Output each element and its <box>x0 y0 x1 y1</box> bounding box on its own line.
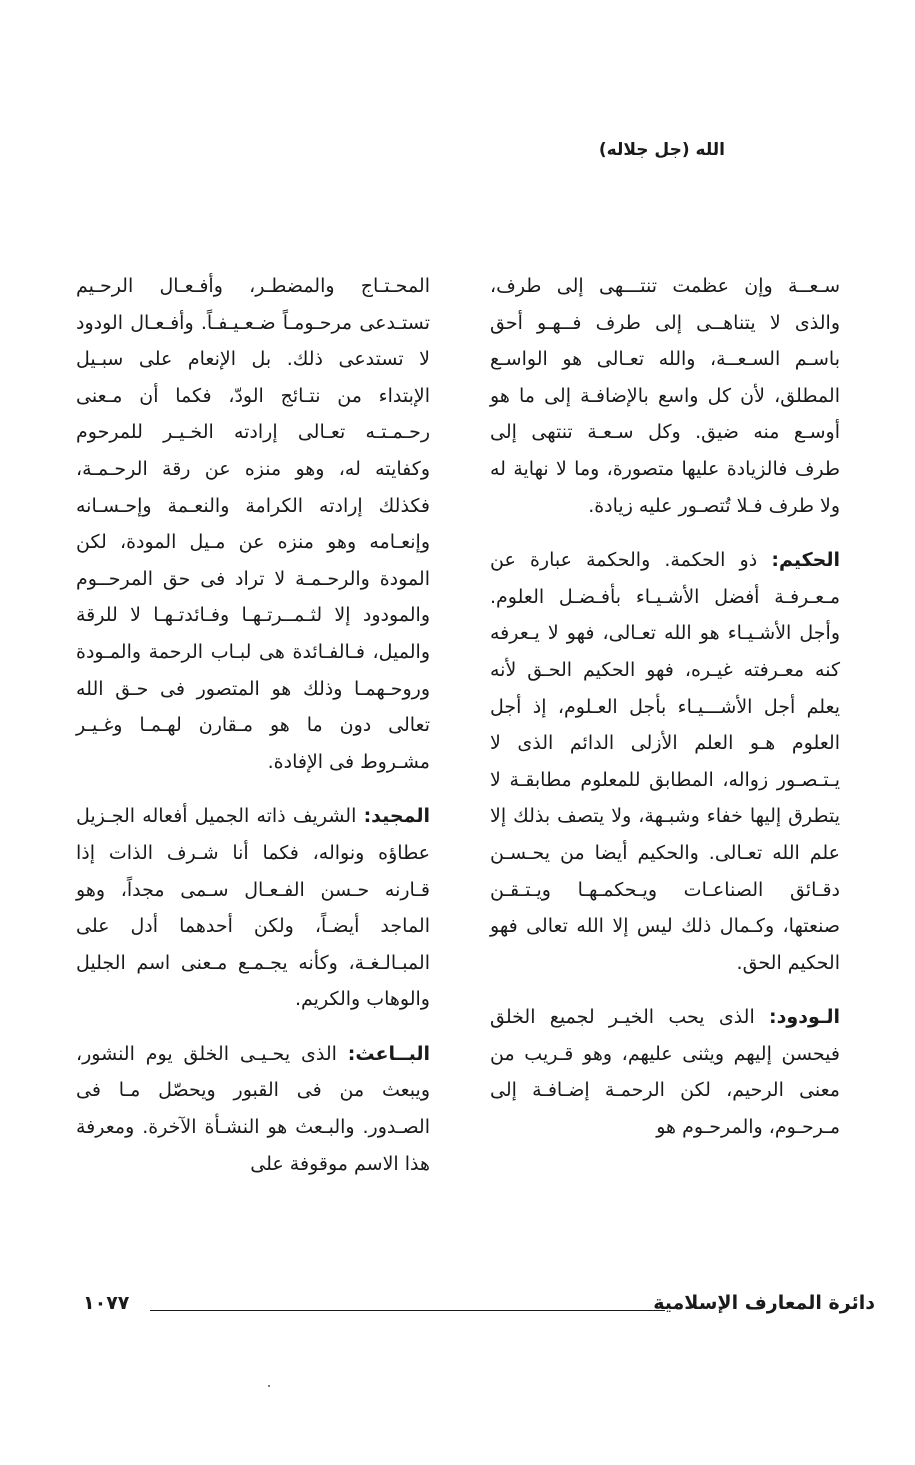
footer-rule <box>150 1310 665 1311</box>
entry-definition: الشريف ذاته الجميل أفعاله الجـزيل عطاؤه ونواله، فكما أنا شـرف الذات إذا قـارنه حـسن الفـعـال سـمى مجداً، وهو الماجد أيضـاً، ولكن أحدهما أدل على المبـالـغـة، وكأنه يجـمـع مـعنى اسم الجليل والوهاب والكريم. <box>76 805 430 1011</box>
left-column <box>76 268 430 1200</box>
entry-al-baith <box>76 1036 430 1182</box>
paragraph-text: المحـتـاج والمضطـر، وأفـعـال الرحـيم تستـدعى مرحـومـاً ضـعـيـفـاً. وأفـعـال الودود لا تستدعى ذلك. بل الإنعام على سبـيل الإبتداء من نتـائج الودّ، فكما أن مـعنى رحـمـتـه تعـالى إرادته الخـيـر للمرحوم وكفايته له، وهو منزه عن رقة الرحـمـة، فكذلك إرادته الكرامة والنعـمة وإحـسـانه وإنعـامه وهو منزه عن مـيل المودة، لكن المودة والرحـمـة لا تراد فى حق المرحــوم والمودود إلا لثـمــرتـهـا وفـائدتـهـا لا للرقة والميل، فـالفـائدة هى لبـاب الرحمة والمـودة وروحـهمـا وذلك هو المتصور فى حـق الله تعالى دون ما هو مـقارن لهـمـا وغـيـر مشـروط فى الإفادة. <box>76 275 430 773</box>
entry-al-hakim <box>490 542 840 981</box>
page-number: ١٠٧٧ <box>83 1292 130 1314</box>
right-column <box>490 268 840 1164</box>
publication-title: دائرة المعارف الإسلامية <box>653 1292 875 1314</box>
paragraph-text: سـعــة وإن عظمت تنتـــهى إلى طرف، والذى لا يتناهــى إلى طرف فــهـو أحق باسـم السـعــة، والله تعـالى هو الواسـع المطلق، لأن كل واسع بالإضافـة إلى ما هو أوسـع منه ضيق. وكل سـعـة تنتهى إلى طرف فالزيادة عليها متصورة، وما لا نهاية له ولا طرف فـلا تُتصـور عليه زيادة. <box>490 275 840 517</box>
entry-al-majid <box>76 798 430 1018</box>
paragraph-wadud-continued <box>76 268 430 780</box>
page-footer <box>75 1292 875 1322</box>
entry-al-wadud <box>490 999 840 1145</box>
entry-term: الـودود: <box>769 1006 840 1029</box>
entry-term: المجيد: <box>363 805 430 828</box>
running-title: الله (جل جلاله) <box>598 140 725 160</box>
scan-speck <box>268 1385 270 1387</box>
entry-definition: ذو الحكمة. والحكمة عبارة عن مـعـرفـة أفضل الأشـيـاء بأفـضـل العلوم. وأجل الأشـيـاء هو الله تعـالى، فهو لا يـعرفه كنه معـرفته غيـره، فهو الحكيم الحـق لأنه يعلم أجل الأشـــيـاء بأجل العـلوم، إذ أجل العلوم هـو العلم الأزلى الدائم الذى لا يـتـصـور زواله، المطابق للمعلوم مطابقـة لا يتطرق إليها خفاء وشبـهة، ولا يتصف بذلك إلا علم الله تعـالى. والحكيم أيضا من يحـسـن دقـائق الصناعـات ويـحكمـهـا ويـتـقـن صنعتها، وكـمال ذلك ليس إلا الله تعالى فهو الحكيم الحق. <box>490 549 840 974</box>
paragraph-sa3a <box>490 268 840 524</box>
entry-term: البــاعث: <box>347 1042 430 1065</box>
entry-term: الحكيم: <box>771 549 840 572</box>
entry-definition: الذى يحـيـى الخلق يوم النشور، ويبعث من فى القبور ويحصّل مـا فى الصـدور. والبـعث هو النشـأة الآخرة. ومعرفة هذا الاسم موقوفة على <box>76 1042 430 1175</box>
entry-definition: الذى يحب الخيـر لجميع الخلق فيحسن إليهم ويثنى عليهم، وهو قـريب من معنى الرحيم، لكن الرحمـة إضـافـة إلى مـرحـوم، والمرحـوم هو <box>490 1006 840 1139</box>
